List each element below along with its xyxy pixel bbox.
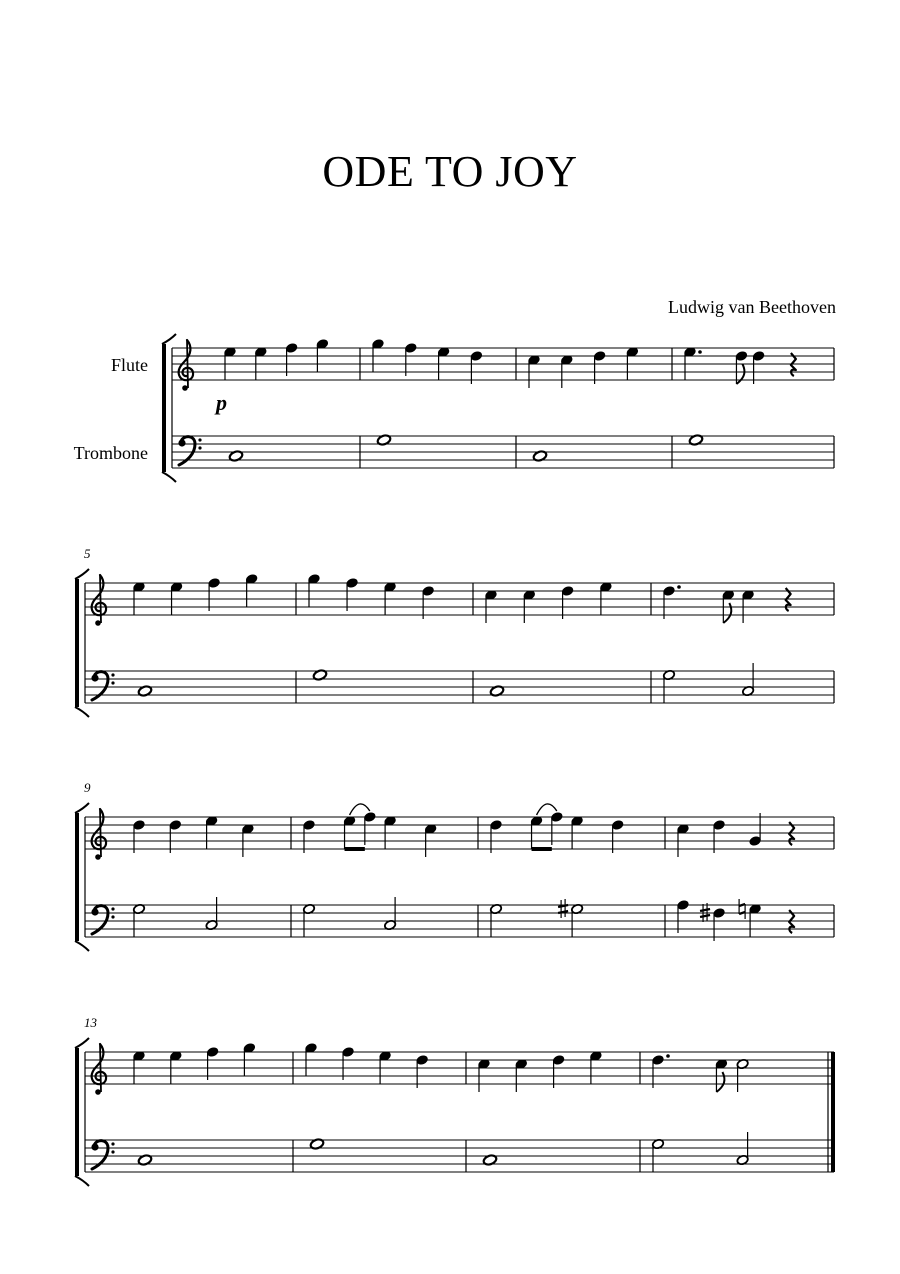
treble-clef-curve xyxy=(92,809,107,849)
treble-clef-dot xyxy=(95,620,101,626)
bass-clef-dot xyxy=(111,1150,114,1153)
bass-clef-ball xyxy=(91,908,98,915)
bass-clef-icon xyxy=(91,672,114,700)
treble-clef-curve xyxy=(92,1044,107,1084)
bass-clef-dot xyxy=(111,673,114,676)
treble-clef-stem xyxy=(100,575,101,623)
bass-clef-icon xyxy=(91,1141,114,1169)
bracket-hook xyxy=(75,707,89,717)
bracket-hook xyxy=(75,941,89,951)
system-bracket xyxy=(75,813,79,941)
bass-clef-ball xyxy=(91,674,98,681)
measure-number: 9 xyxy=(84,780,91,795)
note-flag xyxy=(736,364,744,384)
measure-number: 13 xyxy=(84,1015,97,1030)
bass-clef-dot xyxy=(111,915,114,918)
bass-clef-ball xyxy=(178,439,185,446)
treble-clef-dot xyxy=(95,1089,101,1095)
treble-clef-dot xyxy=(182,385,188,391)
bass-clef-ball xyxy=(91,1143,98,1150)
natural-stroke xyxy=(739,904,745,906)
bracket-hook xyxy=(75,1038,89,1048)
measure-number: 5 xyxy=(84,546,91,561)
bracket-hook xyxy=(75,803,89,813)
dynamic-marking: p xyxy=(216,390,227,415)
natural-icon xyxy=(739,899,745,919)
slur xyxy=(537,804,557,815)
treble-clef-dot xyxy=(95,854,101,860)
bracket-hook xyxy=(75,569,89,579)
bracket-hook xyxy=(75,1176,89,1186)
treble-clef-curve xyxy=(92,575,107,615)
system-bracket xyxy=(75,1048,79,1176)
note-flag xyxy=(716,1072,724,1092)
bass-clef-dot xyxy=(111,681,114,684)
treble-clef-stem xyxy=(100,809,101,857)
system-bracket xyxy=(162,344,166,472)
instrument-label-flute: Flute xyxy=(110,355,148,375)
sharp-stroke xyxy=(700,909,710,911)
treble-clef-stem xyxy=(100,1044,101,1092)
augmentation-dot xyxy=(666,1054,670,1058)
bass-clef-icon xyxy=(178,437,201,465)
treble-clef-stem xyxy=(187,340,188,388)
bass-clef-dot xyxy=(198,438,201,441)
slur xyxy=(350,804,370,815)
sharp-icon xyxy=(558,899,568,918)
bass-clef-dot xyxy=(198,446,201,449)
composer-name: Ludwig van Beethoven xyxy=(668,297,836,317)
piece-title: ODE TO JOY xyxy=(322,147,578,196)
sharp-stroke xyxy=(700,915,710,917)
bass-clef-dot xyxy=(111,1142,114,1145)
bracket-hook xyxy=(162,334,176,344)
bracket-hook xyxy=(162,472,176,482)
natural-stroke xyxy=(739,912,745,914)
augmentation-dot xyxy=(698,350,702,354)
instrument-label-trombone: Trombone xyxy=(73,443,148,463)
system-bracket xyxy=(75,579,79,707)
final-barline xyxy=(831,1052,835,1172)
treble-clef-curve xyxy=(179,340,194,380)
note-flag xyxy=(723,603,731,623)
augmentation-dot xyxy=(677,585,681,589)
bass-clef-icon xyxy=(91,906,114,934)
bass-clef-dot xyxy=(111,907,114,910)
